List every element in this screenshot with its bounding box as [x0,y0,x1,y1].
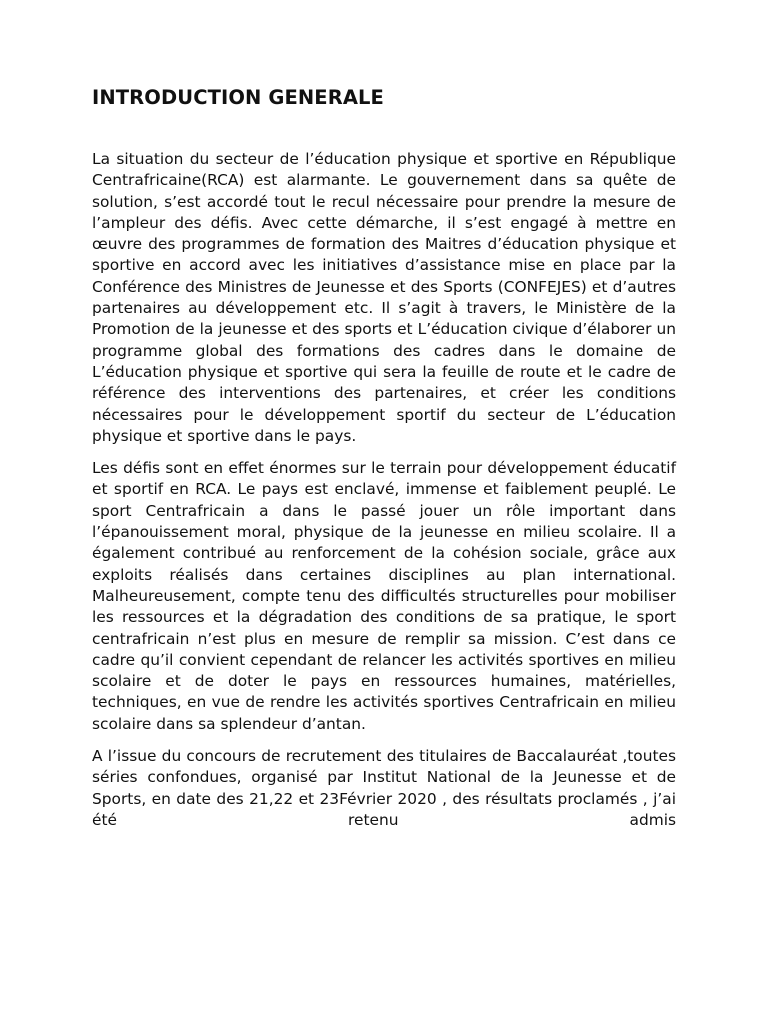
paragraph-defis: Les défis sont en effet énormes sur le terrain pour développement éducatif et sportif en RCA. Le pays est enclavé, immense et faiblement peuplé. Le sport Centrafricain a dans le passé jouer un rôle important dans l’épanouissement moral, physique de la jeunesse en milieu scolaire. Il a également contribué au renforcement de la cohésion sociale, grâce aux exploits réalisés dans certaines disciplines au plan international. Malheureusement, compte tenu des difficultés structurelles pour mobiliser les ressources et la dégradation des conditions de sa pratique, le sport centrafricain n’est plus en mesure de remplir sa mission. C’est dans ce cadre qu’il convient cependant de relancer les activités sportives en milieu scolaire et de doter le pays en ressources humaines, matérielles, techniques, en vue de rendre les activités sportives Centrafricain en milieu scolaire dans sa splendeur d’antan. [92,459,676,733]
paragraph-concours: A l’issue du concours de recrutement des titulaires de Baccalauréat ,toutes séries confondues, organisé par Institut National de la Jeunesse et de Sports, en date des 21,22 et 23Février 2020 , des résultats proclamés , j’ai été retenu admis [92,747,676,829]
paragraph-situation: La situation du secteur de l’éducation physique et sportive en République Centrafricaine(RCA) est alarmante. Le gouvernement dans sa quête de solution, s’est accordé tout le recul nécessaire pour prendre la mesure de l’ampleur des défis. Avec cette démarche, il s’est engagé à mettre en œuvre des programmes de formation des Maitres d’éducation physique et sportive en accord avec les initiatives d’assistance mise en place par la Conférence des Ministres de Jeunesse et des Sports (CONFEJES) et d’autres partenaires au développement etc. Il s’agit à travers, le Ministère de la Promotion de la jeunesse et des sports et L’éducation civique d’élaborer un programme global des formations des cadres dans le domaine de L’éducation physique et sportive qui sera la feuille de route et le cadre de référence des interventions des partenaires, et créer les conditions nécessaires pour le développement sportif du secteur de L’éducation physique et sportive dans le pays. [92,150,676,445]
document-title: INTRODUCTION GENERALE [92,86,384,109]
document-page [92,84,676,831]
